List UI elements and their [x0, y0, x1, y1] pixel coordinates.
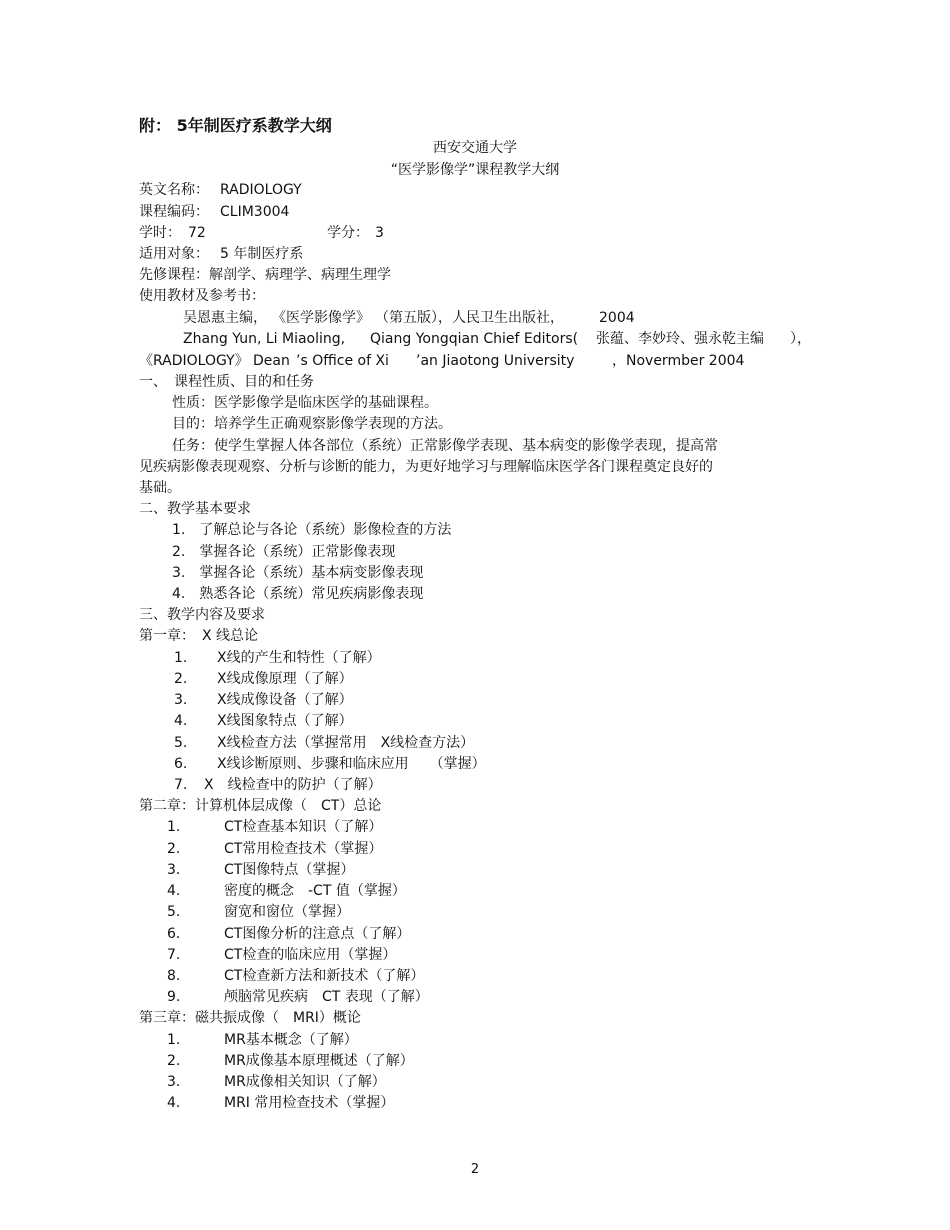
list-item-number: 4.	[174, 713, 188, 729]
list-item-number: 1.	[167, 819, 181, 835]
ref3-date: ，Novermber 2004	[612, 353, 745, 369]
ref1-editor: 吴恩惠主编，	[183, 310, 267, 326]
list-item: MR成像相关知识（了解）	[224, 1074, 386, 1090]
list-item: CT检查基本知识（了解）	[224, 819, 383, 835]
ref3-dean: Dean	[253, 353, 290, 369]
list-item-number: 7.	[167, 947, 181, 963]
ref2-editors: Qiang Yongqian Chief Editors(	[370, 331, 579, 347]
section2-title: 二、教学基本要求	[139, 501, 251, 517]
list-item-number: 1.	[167, 1032, 181, 1048]
ref1-publisher: （第五版），人民卫生出版社，	[375, 310, 564, 326]
list-item: X线成像原理（了解）	[217, 671, 353, 687]
list-item-number: 3.	[167, 1074, 181, 1090]
course-title: “医学影像学”课程教学大纲	[390, 162, 560, 178]
page-number: 2	[470, 1162, 480, 1177]
target-label: 适用对象：	[139, 246, 209, 262]
ref3-university: ’an Jiaotong University	[416, 353, 575, 369]
course-nature: 性质：医学影像学是临床医学的基础课程。	[172, 395, 438, 411]
list-item: CT图像特点（掌握）	[224, 862, 355, 878]
section1-title: 一、 课程性质、目的和任务	[139, 374, 314, 390]
chapter2-title: 第二章：计算机体层成像（ CT）总论	[139, 798, 382, 814]
list-item-number: 3.	[174, 692, 188, 708]
requirement-item: 2. 掌握各论（系统）正常影像表现	[172, 544, 396, 560]
list-item: X 线检查中的防护（了解）	[204, 777, 382, 793]
list-item: X线的产生和特性（了解）	[217, 650, 381, 666]
ref2-authors: Zhang Yun, Li Miaoling,	[183, 331, 346, 347]
ref2-editors-cn: 张蕴、李妙玲、强永乾主编	[596, 331, 764, 347]
credits-label: 学分：	[327, 225, 369, 241]
course-code-label: 课程编码：	[139, 204, 209, 220]
hours-label: 学时：	[139, 225, 181, 241]
section3-title: 三、教学内容及要求	[139, 607, 265, 623]
course-task-line1: 任务：使学生掌握人体各部位（系统）正常影像学表现、基本病变的影像学表现，提高常	[172, 438, 718, 454]
hours-value: 72	[188, 225, 206, 241]
credits-value: 3	[375, 225, 384, 241]
list-item-number: 5.	[167, 904, 181, 920]
list-item-number: 5.	[174, 735, 188, 751]
list-item: 颅脑常见疾病 CT 表现（了解）	[224, 989, 429, 1005]
list-item: X线图象特点（了解）	[217, 713, 353, 729]
list-item: X线诊断原则、步骤和临床应用 （掌握）	[217, 756, 486, 772]
list-item: X线检查方法（掌握常用 X线检查方法）	[217, 735, 475, 751]
chapter1-title: 第一章： X 线总论	[139, 628, 259, 644]
list-item: 窗宽和窗位（掌握）	[224, 904, 350, 920]
list-item-number: 4.	[167, 1095, 181, 1111]
list-item-number: 6.	[167, 926, 181, 942]
course-purpose: 目的：培养学生正确观察影像学表现的方法。	[172, 416, 452, 432]
list-item: CT图像分析的注意点（了解）	[224, 926, 411, 942]
list-item-number: 3.	[167, 862, 181, 878]
list-item-number: 2.	[174, 671, 188, 687]
list-item-number: 1.	[174, 650, 188, 666]
course-task-line2: 见疾病影像表现观察、分析与诊断的能力，为更好地学习与理解临床医学各门课程奠定良好的	[139, 459, 713, 475]
list-item-number: 2.	[167, 841, 181, 857]
list-item: MR成像基本原理概述（了解）	[224, 1053, 414, 1069]
ref1-year: 2004	[599, 310, 635, 326]
en-name-value: RADIOLOGY	[220, 182, 302, 198]
list-item: CT检查新方法和新技术（了解）	[224, 968, 425, 984]
list-item: CT常用检查技术（掌握）	[224, 841, 383, 857]
ref3-office: ’s Office of Xi	[296, 353, 389, 369]
requirement-item: 1. 了解总论与各论（系统）影像检查的方法	[172, 522, 452, 538]
en-name-label: 英文名称：	[139, 182, 209, 198]
course-task-line3: 基础。	[139, 480, 181, 496]
list-item-number: 2.	[167, 1053, 181, 1069]
ref3-title: 《RADIOLOGY》	[139, 353, 249, 369]
list-item-number: 9.	[167, 989, 181, 1005]
textbook-label: 使用教材及参考书：	[139, 288, 265, 304]
list-item: 密度的概念 -CT 值（掌握）	[224, 883, 406, 899]
prerequisites: 先修课程：解剖学、病理学、病理生理学	[139, 267, 391, 283]
list-item-number: 4.	[167, 883, 181, 899]
ref2-close: ），	[790, 331, 811, 347]
target-value: 5 年制医疗系	[220, 246, 304, 262]
list-item: X线成像设备（了解）	[217, 692, 353, 708]
ref1-book: 《医学影像学》	[272, 310, 370, 326]
list-item-number: 7.	[174, 777, 188, 793]
requirement-item: 4. 熟悉各论（系统）常见疾病影像表现	[172, 586, 424, 602]
chapter3-title: 第三章：磁共振成像（ MRI）概论	[139, 1010, 361, 1026]
course-code-value: CLIM3004	[220, 204, 290, 220]
list-item: MRI 常用检查技术（掌握）	[224, 1095, 395, 1111]
requirement-item: 3. 掌握各论（系统）基本病变影像表现	[172, 565, 424, 581]
list-item: CT检查的临床应用（掌握）	[224, 947, 397, 963]
list-item-number: 8.	[167, 968, 181, 984]
appendix-title: 附： 5年制医疗系教学大纲	[139, 116, 332, 135]
list-item: MR基本概念（了解）	[224, 1032, 358, 1048]
list-item-number: 6.	[174, 756, 188, 772]
university-name: 西安交通大学	[433, 140, 517, 156]
